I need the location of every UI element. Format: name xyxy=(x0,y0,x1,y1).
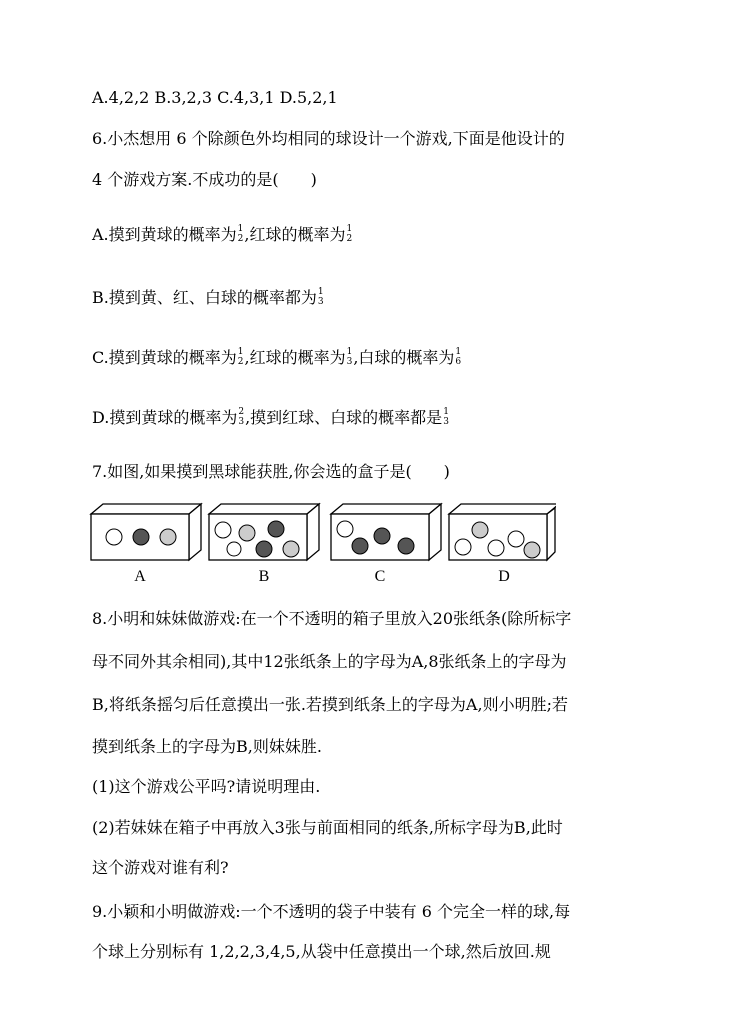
box-c xyxy=(331,504,441,585)
q7-box-figure xyxy=(86,500,556,590)
box-label-a: A xyxy=(134,568,146,585)
box-label-b: B xyxy=(258,568,270,585)
q9-line-1: 9.小颖和小明做游戏:一个不透明的袋子中装有 6 个完全一样的球,每 xyxy=(92,902,571,921)
black-ball xyxy=(398,538,414,554)
q6-d-text-1: D.摸到黄球的概率为 xyxy=(92,408,238,427)
gray-ball xyxy=(239,525,255,541)
q6-stem-line-1: 6.小杰想用 6 个除颜色外均相同的球设计一个游戏,下面是他设计的 xyxy=(92,129,565,148)
white-ball xyxy=(508,531,524,547)
q6-b-text-1: B.摸到黄、红、白球的概率都为 xyxy=(92,288,317,307)
gray-ball xyxy=(524,542,540,558)
q6-option-d xyxy=(92,408,450,429)
q8-part-1: (1)这个游戏公平吗?请说明理由. xyxy=(92,777,321,796)
fraction: 1 2 xyxy=(346,223,353,244)
fraction: 1 2 xyxy=(237,223,244,244)
white-ball xyxy=(215,522,231,538)
fraction: 1 2 xyxy=(237,346,244,367)
black-ball xyxy=(256,541,272,557)
black-ball xyxy=(133,529,149,545)
black-ball xyxy=(374,528,390,544)
gray-ball xyxy=(160,529,176,545)
q6-c-text-1: C.摸到黄球的概率为 xyxy=(92,348,237,367)
q6-a-text-2: ,红球的概率为 xyxy=(244,225,346,244)
q6-c-text-2: ,红球的概率为 xyxy=(244,348,346,367)
fraction: 1 6 xyxy=(455,346,462,367)
q6-c-text-3: ,白球的概率为 xyxy=(353,348,455,367)
q6-option-b xyxy=(92,288,325,309)
q9-line-2: 个球上分别标有 1,2,2,3,4,5,从袋中任意摸出一个球,然后放回.规 xyxy=(92,942,551,961)
gray-ball xyxy=(472,522,488,538)
q6-stem-line-2: 4 个游戏方案.不成功的是( ) xyxy=(92,170,317,189)
fraction: 1 3 xyxy=(443,406,449,427)
box-d xyxy=(449,504,556,585)
white-ball xyxy=(227,542,241,556)
q6-option-c xyxy=(92,348,462,369)
box-label-c: C xyxy=(374,568,386,585)
white-ball xyxy=(337,521,353,537)
black-ball xyxy=(352,538,368,554)
gray-ball xyxy=(283,541,299,557)
black-ball xyxy=(268,521,284,537)
q8-part-2-cont: 这个游戏对谁有利? xyxy=(92,858,229,877)
q8-line-4: 摸到纸条上的字母为B,则妹妹胜. xyxy=(92,737,322,756)
q8-line-1: 8.小明和妹妹做游戏:在一个不透明的箱子里放入20张纸条(除所标字 xyxy=(92,609,572,628)
q6-d-text-2: ,摸到红球、白球的概率都是 xyxy=(245,408,443,427)
q5-options: A.4,2,2 B.3,2,3 C.4,3,1 D.5,2,1 xyxy=(92,88,338,107)
fraction: 2 3 xyxy=(238,406,245,427)
white-ball xyxy=(455,539,471,555)
fraction: 1 3 xyxy=(317,286,324,307)
white-ball xyxy=(488,540,504,556)
q6-option-a xyxy=(92,225,353,246)
q8-line-2: 母不同外其余相同),其中12张纸条上的字母为A,8张纸条上的字母为 xyxy=(92,652,567,671)
q7-stem: 7.如图,如果摸到黑球能获胜,你会选的盒子是( ) xyxy=(92,462,450,481)
box-a xyxy=(91,504,201,585)
q8-line-3: B,将纸条摇匀后任意摸出一张.若摸到纸条上的字母为A,则小明胜;若 xyxy=(92,695,568,714)
q6-a-text-1: A.摸到黄球的概率为 xyxy=(92,225,237,244)
white-ball xyxy=(106,529,122,545)
box-label-d: D xyxy=(498,568,510,585)
box-b xyxy=(209,504,319,585)
fraction: 1 3 xyxy=(346,346,353,367)
q8-part-2: (2)若妹妹在箱子中再放入3张与前面相同的纸条,所标字母为B,此时 xyxy=(92,818,563,837)
